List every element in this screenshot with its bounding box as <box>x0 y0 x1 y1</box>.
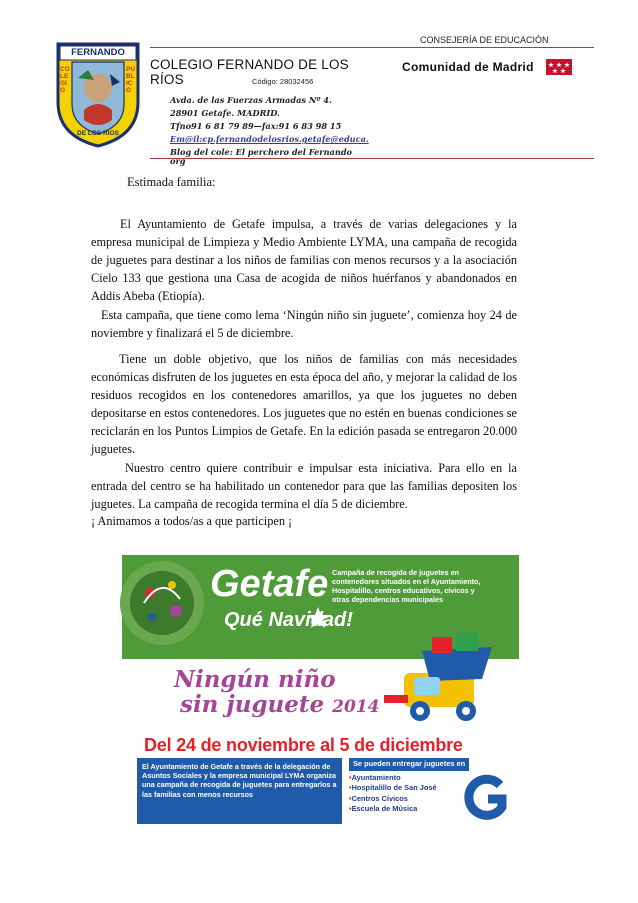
paragraph-4: Nuestro centro quiere contribuir e impulsar esta iniciativa. Para ello en la entrada del centro se ha habilitado un contenedor para que las familias depositen los juguetes. La campaña de recogida termina el día 5 de diciembre. <box>91 461 517 512</box>
drop-off-item: • Ayuntamiento <box>349 773 519 784</box>
slogan-line-2-wrap <box>174 692 394 720</box>
school-name: COLEGIO FERNANDO DE LOS RÍOS <box>150 57 349 87</box>
drop-off-heading: Se pueden entregar juguetes en <box>349 758 469 771</box>
blog-line-cont: org <box>170 156 186 166</box>
seal-left-text: COLEGIO <box>60 66 70 94</box>
madrid-flag-icon <box>546 59 572 75</box>
slogan-year: 2014 <box>332 697 380 717</box>
toy-truck-icon <box>384 633 492 721</box>
poster-organizer-box: El Ayuntamiento de Getafe a través de la delegación de Asuntos Sociales y la empresa municipal LYMA organiza una campaña de recogida de juguetes para entregarlos a las familias con menos recursos <box>137 758 342 824</box>
poster-navidad-title: Qué Navidad! <box>224 609 353 631</box>
poster-date-banner: Del 24 de noviembre al 5 de diciembre <box>144 735 463 755</box>
school-seal <box>54 40 142 150</box>
poster-getafe-title: Getafe <box>210 563 329 605</box>
greeting: Estimada familia: <box>127 175 216 189</box>
address-line: 28901 Getafe. MADRID. <box>170 108 280 118</box>
campaign-poster <box>122 555 519 827</box>
consejeria-label: CONSEJERÍA DE EDUCACIÓN <box>420 35 549 45</box>
header-top-rule <box>150 47 594 48</box>
slogan-line-2: sin juguete <box>180 691 325 718</box>
seal-top-text: FERNANDO <box>71 47 125 58</box>
drop-off-item: • Centros Cívicos <box>349 794 519 805</box>
closing-line: ¡ Animamos a todos/as a que participen ¡ <box>91 514 293 528</box>
school-code: Código: 28032456 <box>252 77 314 86</box>
poster-drop-off-list <box>349 758 519 815</box>
paragraph-2: Esta campaña, que tiene como lema ‘Ningún niño sin juguete’, comienza hoy 24 de noviembre y finalizará el 5 de diciembre. <box>91 308 517 341</box>
drop-off-item: • Escuela de Música <box>349 804 519 815</box>
slogan-line-1: Ningún niño <box>174 666 336 693</box>
blog-line: Blog del cole: El perchero del Fernando <box>170 147 352 157</box>
seal-right-text: PUBLICO <box>126 66 136 94</box>
paragraph-3: Tiene un doble objetivo, que los niños de familias con más necesidades económicas disfruten de los juguetes en esta época del año, y mejorar la calidad de los residuos recogidos en los contenedores amarillos, ya que los juguetes no deben depositarse en estos contenedores. Los juguetes que no estén en buenas condiciones se reciclarán en los Puntos Limpios de Getafe. En la edición pasada se entregaron 20.000 juguetes. <box>91 352 517 457</box>
seal-bottom-text: DE LOS RIOS <box>77 130 119 137</box>
drop-off-item: • Hospitalillo de San José <box>349 783 519 794</box>
phone-fax-line: Tfno91 6 81 79 89—fax:91 6 83 98 15 <box>170 121 342 131</box>
paragraph-1: El Ayuntamiento de Getafe impulsa, a través de varias delegaciones y la empresa municipal de Limpieza y Medio Ambiente LYMA, una campaña de recogida de juguetes para destinar a los niños de familias con menos recursos y a la asociación Cielo 133 que gestiona una Casa de acogida de niños huérfanos y abandonados en Addis Abeba (Etiopía). <box>91 217 517 304</box>
poster-info-text: Campaña de recogida de juguetes en contenedores situados en el Ayuntamiento, Hospitalillo, centros educativos, cívicos y otras dependencias municipales <box>332 568 481 604</box>
comunidad-de-madrid-logo: Comunidad de Madrid <box>402 60 534 74</box>
email-link[interactable]: Em@il:cp.fernandodelosrios.getafe@educa. <box>170 134 369 144</box>
poster-slogan <box>174 667 394 720</box>
address-line: Avda. de las Fuerzas Armadas Nº 4. <box>170 95 332 105</box>
